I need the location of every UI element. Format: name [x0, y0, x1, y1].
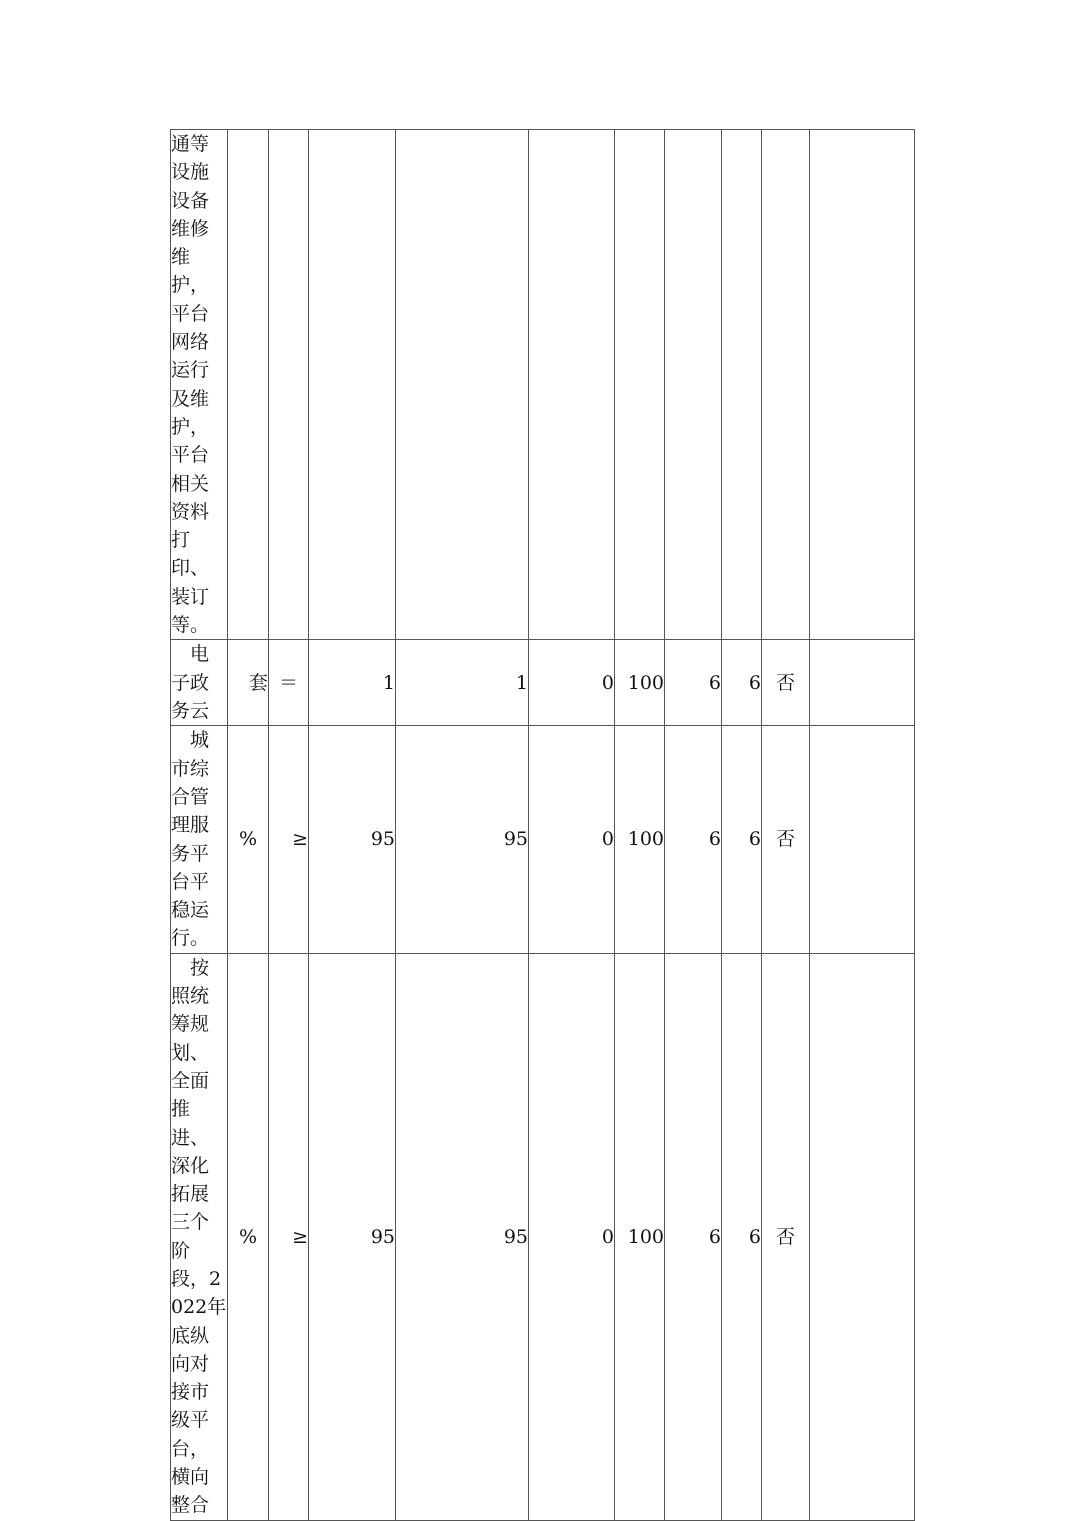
table-row: [171, 130, 915, 640]
value-cell: 0: [529, 640, 615, 726]
unit-cell: %: [228, 726, 269, 953]
unit-cell: %: [228, 953, 269, 1520]
value-cell: 6: [665, 726, 722, 953]
value-cell: [722, 130, 762, 640]
operator-cell: ≥: [269, 726, 309, 953]
value-cell: 6: [722, 640, 762, 726]
operator-cell: [269, 130, 309, 640]
unit-cell: [228, 130, 269, 640]
flag-cell: [762, 130, 810, 640]
value-cell: 1: [396, 640, 529, 726]
value-cell: 95: [396, 953, 529, 1520]
indicator-table: [170, 129, 915, 1521]
value-cell: [615, 130, 665, 640]
row-description: 城市综合管理服务平台平稳运行。: [171, 726, 228, 953]
table-row: [171, 953, 915, 1520]
value-cell: [529, 130, 615, 640]
flag-cell: 否: [762, 726, 810, 953]
value-cell: 100: [615, 953, 665, 1520]
row-description: 通等设施设备维修维护，平台网络运行及维护，平台相关资料打印、装订等。: [171, 130, 228, 640]
value-cell: [665, 130, 722, 640]
row-description: 按照统筹规划、全面推进、深化拓展三个阶段，2022年底纵向对接市级平台，横向整合: [171, 953, 228, 1520]
value-cell: [309, 130, 396, 640]
value-cell: 95: [396, 726, 529, 953]
value-cell: 0: [529, 953, 615, 1520]
unit-cell: 套: [228, 640, 269, 726]
value-cell: 6: [665, 953, 722, 1520]
value-cell: 100: [615, 726, 665, 953]
value-cell: 6: [722, 726, 762, 953]
table-row: [171, 640, 915, 726]
table-row: [171, 726, 915, 953]
note-cell: [810, 130, 915, 640]
value-cell: 0: [529, 726, 615, 953]
value-cell: 6: [722, 953, 762, 1520]
operator-cell: ≥: [269, 953, 309, 1520]
flag-cell: 否: [762, 953, 810, 1520]
note-cell: [810, 953, 915, 1520]
flag-cell: 否: [762, 640, 810, 726]
value-cell: 95: [309, 953, 396, 1520]
value-cell: [396, 130, 529, 640]
note-cell: [810, 640, 915, 726]
value-cell: 6: [665, 640, 722, 726]
value-cell: 95: [309, 726, 396, 953]
value-cell: 1: [309, 640, 396, 726]
row-description: 电子政务云: [171, 640, 228, 726]
value-cell: 100: [615, 640, 665, 726]
operator-cell: ＝: [269, 640, 309, 726]
note-cell: [810, 726, 915, 953]
